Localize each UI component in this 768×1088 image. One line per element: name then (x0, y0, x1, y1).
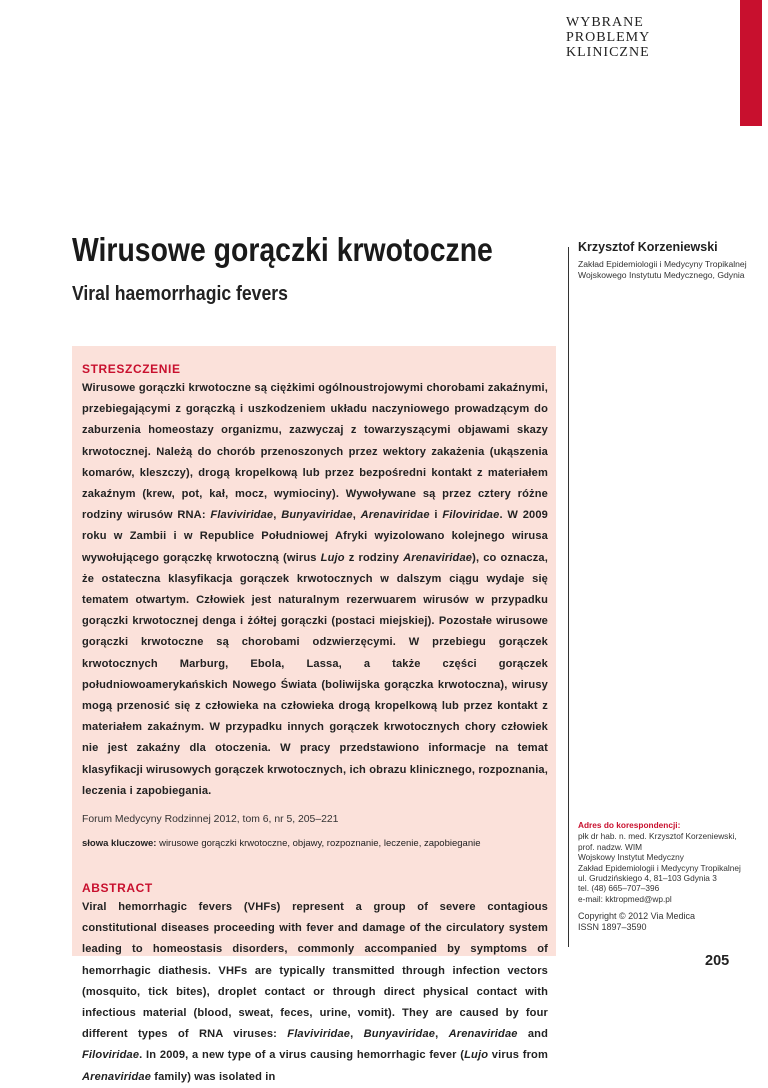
correspondence-line: ul. Grudzińskiego 4, 81–103 Gdynia 3 (578, 873, 717, 884)
section-label-line-3: KLINICZNE (566, 45, 650, 60)
author-affiliation (578, 259, 758, 281)
text-run: , (273, 509, 282, 522)
correspondence-heading: Adres do korespondencji: (578, 820, 681, 830)
text-run: family) was isolated in (151, 1070, 276, 1083)
affiliation-line-1: Zakład Epidemiologii i Medycyny Tropikalnej (578, 259, 747, 269)
keywords (82, 837, 548, 851)
italic-term: Lujo (320, 551, 345, 564)
text-run: ), co oznacza, że ostateczna klasyfikacja gorączek krwotocznych w dalszym ciągu wydaje się tematem otwartym. Człowiek jest naturalnym rezerwuarem wirusów w przypadku gorączki krwotocznej denga i żółtej gorączki (postaci miejskiej). Pozostałe wirusowe gorączki krwotoczne są chorobami odzwierzęcymi. W przebiegu gorączek krwotocznych Marburg, Ebola, Lassa, a także części gorączek południowoamerykańskich Nowego Świata (boliwijska gorączka krwotoczna), wirusy mogą przenosić się z człowieka na człowieka drogą kropelkową lub przez kontakt z materiałem zakaźnym. W przypadku innych gorączek krwotocznych chory człowiek nie jest zakaźny dla otoczenia. W pracy przedstawiono informacje na temat klasyfikacji wirusowych gorączek krwotocznych, ich obrazu klinicznego, rozpoznania, leczenia i zapobiegania. (82, 551, 548, 797)
italic-term: Arenaviridae (82, 1070, 152, 1083)
correspondence-email: e-mail: kktropmed@wp.pl (578, 893, 672, 904)
correspondence-line: tel. (48) 665–707–396 (578, 883, 660, 894)
text-run: , (350, 1028, 364, 1041)
text-run: , (435, 1028, 449, 1041)
text-run: . W 2009 roku w Zambii i w Republice Południowej Afryki wyizolowano kolejnego wirusa wywołującego gorączkę krwotoczną (wirus (82, 509, 549, 564)
correspondence-line: prof. nadzw. WIM (578, 841, 643, 852)
affiliation-line-2: Wojskowego Instytutu Medycznego, Gdynia (578, 270, 745, 280)
correspondence-line: płk dr hab. n. med. Krzysztof Korzeniewski, (578, 831, 737, 842)
section-label-line-1: WYBRANE (566, 15, 644, 30)
text-run: Viral hemorrhagic fevers (VHFs) represent a group of severe contagious constitutional diseases proceeding with fever and damage of the circulatory system leading to homeostasis disorders, commonly accompanied by symptoms of hemorrhagic diathesis. VHFs are typically transmitted through infection vectors (mosquito, tick bites), droplet contact or through direct physical contact with infectious material (blood, sweat, feces, urine, vomit). They are caused by four different types of RNA viruses: (82, 901, 548, 1041)
correspondence-line: Wojskowy Instytut Medyczny (578, 852, 684, 863)
section-label (566, 15, 650, 60)
italic-term: Filoviridae (442, 509, 500, 522)
text-run: virus from (488, 1049, 548, 1062)
citation: Forum Medycyny Rodzinnej 2012, tom 6, nr 5, 205–221 (82, 814, 339, 826)
abstract-text (82, 897, 548, 1088)
text-run: . In 2009, a new type of a virus causing hemorrhagic fever ( (139, 1049, 465, 1062)
italic-term: Arenaviridae (360, 509, 430, 522)
author-name: Krzysztof Korzeniewski (578, 240, 718, 254)
abstract-box (72, 346, 556, 1083)
issn: ISSN 1897–3590 (578, 922, 647, 932)
italic-term: Bunyaviridae (363, 1028, 436, 1041)
article-title-english: Viral haemorrhagic fevers (72, 283, 288, 305)
correspondence-line: Zakład Epidemiologii i Medycyny Tropikalnej (578, 862, 741, 873)
streszczenie-heading: STRESZCZENIE (82, 362, 181, 376)
text-run: z rodziny (344, 551, 404, 564)
text-run: and (517, 1028, 549, 1041)
italic-term: Flaviviridae (210, 509, 274, 522)
keywords-label: słowa kluczowe: (82, 838, 157, 850)
keywords-list: wirusowe gorączki krwotoczne, objawy, rozpoznanie, leczenie, zapobieganie (159, 838, 481, 850)
section-label-line-2: PROBLEMY (566, 30, 651, 45)
italic-term: Filoviridae (82, 1049, 140, 1062)
abstract-heading: ABSTRACT (82, 881, 153, 896)
italic-term: Arenaviridae (403, 551, 473, 564)
page-number: 205 (705, 953, 730, 969)
italic-term: Arenaviridae (448, 1028, 518, 1041)
article-title-polish: Wirusowe gorączki krwotoczne (72, 231, 493, 268)
copyright-block (578, 911, 695, 933)
author-block (578, 240, 758, 281)
correspondence-block (578, 820, 760, 904)
section-color-bar (740, 0, 762, 126)
italic-term: Bunyaviridae (281, 509, 353, 522)
italic-term: Flaviviridae (287, 1028, 351, 1041)
text-run: Wirusowe gorączki krwotoczne są ciężkimi ogólnoustrojowymi chorobami zakaźnymi, przebiegającymi z gorączką i uszkodzeniem układu naczyniowego prowadzącym do zaburzenia homeostazy organizmu, zazwyczaj z towarzyszącymi objawami skazy krwotocznej. Należą do chorób przenoszonych przez wektory zakażenia (ukąszenia komarów, kleszczy), drogą kropelkową lub przez bezpośredni kontakt z materiałem zakaźnym (krew, pot, kał, mocz, wymiociny). Wywoływane są przez cztery różne rodziny wirusów RNA: (82, 382, 548, 522)
streszczenie-text (82, 378, 548, 802)
text-run: , (352, 509, 361, 522)
copyright: Copyright © 2012 Via Medica (578, 911, 696, 921)
italic-term: Lujo (464, 1049, 489, 1062)
column-divider (568, 247, 569, 947)
text-run: i (429, 509, 443, 522)
